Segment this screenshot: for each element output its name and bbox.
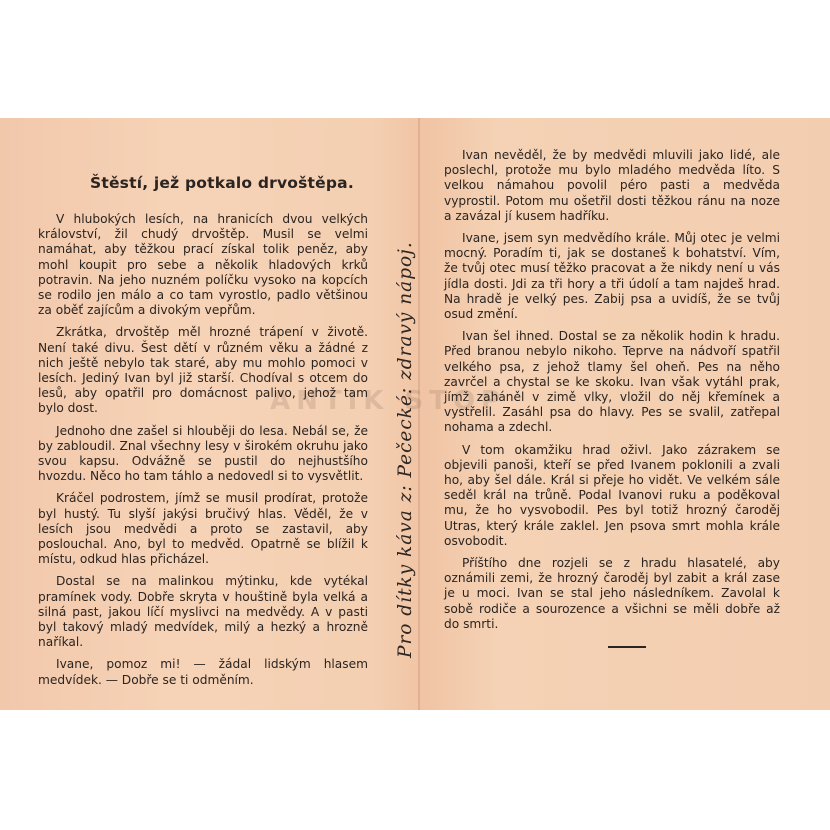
paragraph: Ivan nevěděl, že by medvědi mluvili jako lidé, ale poslechl, protože mu bylo mladého medvěda líto. S velkou námahou povolil péro pasti a medvěda vyprostil. Potom mu ošetřil dosti těžkou ránu na noze a zavázal jí kusem hadříku.: [444, 148, 780, 223]
watermark-text: ANTIK STOP: [270, 386, 507, 416]
leaflet-sheet: [0, 118, 830, 710]
paragraph: V hlubokých lesích, na hranicích dvou velkých království, žil chudý drvoštěp. Musil se velmi namáhat, aby těžkou prací získal tolik peněz, aby mohl koupit pro sebe a několik hladových krků potravin. Na jeho nuzném políčku vysoko na kopcích se rodilo jen málo a co tam vyrostlo, padlo většinou za oběť zajícům a divokým vepřům.: [38, 212, 368, 318]
paragraph: V tom okamžiku hrad oživl. Jako zázrakem se objevili panoši, kteří se před Ivanem poklonili a zvali ho, aby šel dále. Král si přeje ho vidět. Ve velkém sále seděl král na trůně. Podal Ivanovi ruku a poděkoval mu, že ho vysvobodil. Pes byl totiž hrozný čaroděj Utras, který krále zaklel. Jen psova smrt mohla krále osvobodit.: [444, 442, 780, 548]
story-title: Štěstí, jež potkalo drvoštěpa.: [90, 174, 354, 192]
end-dash-divider: [608, 646, 646, 648]
paragraph: Zkrátka, drvoštěp měl hrozné trápení v životě. Není také divu. Šest dětí v různém věku a žádné z nich ještě nebylo tak staré, aby mu mohlo pomoci v lesích. Jediný Ivan byl již starší. Chodíval s otcem do lesů, aby opatřil pro domácnost palivo, jehož tam bylo dost.: [38, 325, 368, 416]
paragraph: Ivane, jsem syn medvědího krále. Můj otec je velmi mocný. Poradím ti, jak se dostaneš k bohatství. Vím, že tvůj otec musí těžko pracovat a že nikdy není u vás jídla dosti. Jdi za tři hory a tři údolí a tam najdeš hrad. Na hradě je velký pes. Zabij psa a uvidíš, že se tvůj osud změní.: [444, 231, 780, 322]
paragraph: Příštího dne rozjeli se z hradu hlasatelé, aby oznámili zemi, že hrozný čaroděj byl zabit a král zase je u moci. Ivan se stal jeho následníkem. Zavolal k sobě rodiče a sourozence a všichni se měli dobře až do smrti.: [444, 556, 780, 631]
paragraph: Ivane, pomoz mi! — žádal lidským hlasem medvídek. — Dobře se ti odměním.: [38, 657, 368, 687]
paragraph: Kráčel podrostem, jímž se musil prodírat, protože byl hustý. Tu slyší jakýsi bručivý hlas. Věděl, že v lesích jsou medvědi a proto se zastavil, aby poslouchal. Ano, byl to medvěd. Opatrně se blížil k místu, odkud hlas přicházel.: [38, 491, 368, 567]
paragraph: Jednoho dne zašel si hlouběji do lesa. Nebál se, že by zabloudil. Znal všechny lesy v širokém okruhu jako svou kapsu. Odvážně se pustil do nejhustšího hvozdu. Něco ho tam táhlo a nedovedl si to vysvětlit.: [38, 423, 368, 484]
paragraph: Ivan šel ihned. Dostal se za několik hodin k hradu. Před branou nebylo nikoho. Teprve na nádvoří spatřil velkého psa, z jehož tlamy šel oheň. Pes na něho zavrčel a chystal se ke skoku. Ivan však vytáhl prak, jímž zaháněl v zimě vlky, vložil do něj křemínek a vystřelil. Zasáhl psa do hlavy. Pes se svalil, zatřepal nohama a zdechl.: [444, 329, 780, 435]
left-column: [38, 212, 368, 695]
right-column: [444, 148, 780, 639]
vertical-advert-text: Pro dítky káva z: Pečecké: zdravý nápoj.: [395, 241, 416, 658]
paragraph: Dostal se na malinkou mýtinku, kde vytékal pramínek vody. Dobře skryta v houštině byla velká a silná past, jakou líčí myslivci na medvědy. A v pasti byl takový mladý medvídek, milý a hezký a hrozně naříkal.: [38, 574, 368, 650]
